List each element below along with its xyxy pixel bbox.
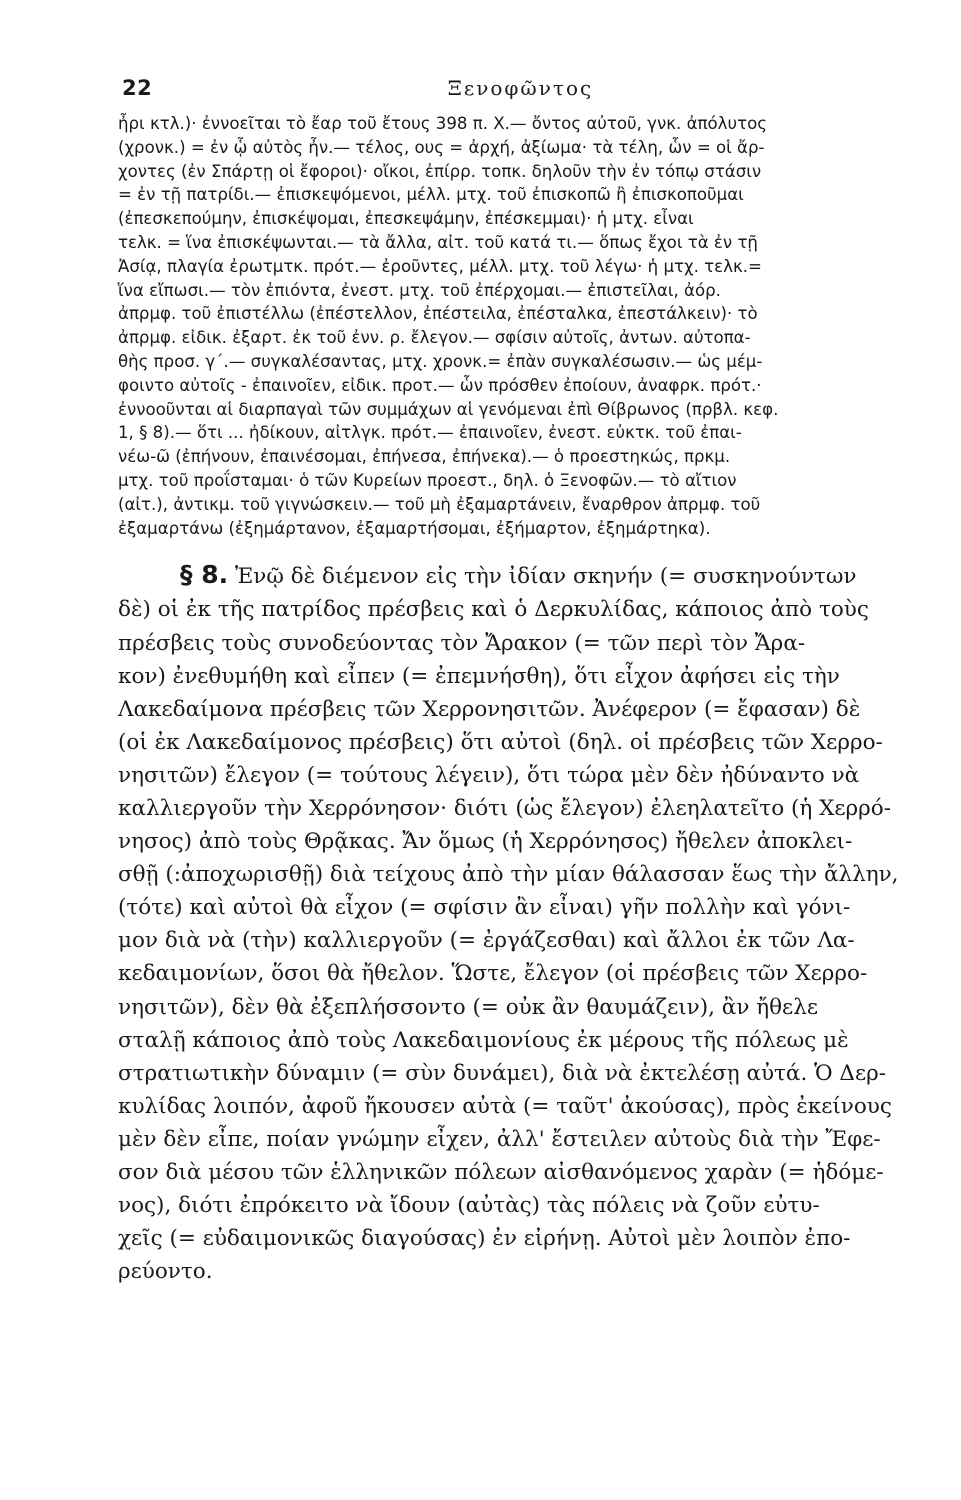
note-line: φοιντο αὐτοῖς - ἐπαινοῖεν, εἰδικ. προτ.— ὧν πρόσθεν ἐποίουν, ἀναφρκ. πρότ.· (118, 375, 762, 395)
section-8-paraphrase (118, 558, 923, 1288)
note-line: 1, § 8).— ὅτι ... ἠδίκουν, αἰτλγκ. πρότ.— ἐπαινοῖεν, ἐνεστ. εὐκτκ. τοῦ ἐπαι- (118, 423, 742, 443)
note-line: ἀπρμφ. εἰδικ. ἐξαρτ. ἐκ τοῦ ἐνν. ρ. ἔλεγον.— σφίσιν αὐτοῖς, ἀντων. αὐτοπα- (118, 328, 751, 348)
section-line: κεδαιμονίων, ὅσοι θὰ ἤθελον. Ὥστε, ἔλεγον (οἱ πρέσβεις τῶν Χερρο- (118, 961, 868, 987)
section-line: δὲ) οἱ ἐκ τῆς πατρίδος πρέσβεις καὶ ὁ Δερκυλίδας, κάποιος ἀπὸ τοὺς (118, 597, 869, 623)
note-line: Ἀσίᾳ, πλαγία ἐρωτμτκ. πρότ.— ἐροῦντες, μέλλ. μτχ. τοῦ λέγω· ἡ μτχ. τελκ.= (118, 256, 762, 276)
note-line: χοντες (ἐν Σπάρτῃ οἱ ἔφοροι)· οἴκοι, ἐπίρρ. τοπκ. δηλοῦν τὴν ἐν τόπῳ στάσιν (118, 161, 762, 181)
note-line: (αἰτ.), ἀντικμ. τοῦ γιγνώσκειν.— τοῦ μὴ ἐξαμαρτάνειν, ἔναρθρον ἀπρμφ. τοῦ (118, 494, 761, 514)
note-line: νέω-ῶ (ἐπήνουν, ἐπαινέσομαι, ἐπήνεσα, ἐπήνεκα).— ὁ προεστηκώς, πρκμ. (118, 447, 731, 467)
note-line: θὴς προσ. γ΄.— συγκαλέσαντας, μτχ. χρονκ.= ἐπὰν συγκαλέσωσιν.— ὡς μέμ- (118, 351, 763, 371)
section-line: χεῖς (= εὐδαιμονικῶς διαγούσας) ἐν εἰρήνῃ. Αὐτοὶ μὲν λοιπὸν ἐπο- (118, 1226, 851, 1252)
section-line: (οἱ ἐκ Λακεδαίμονος πρέσβεις) ὅτι αὐτοὶ (δηλ. οἱ πρέσβεις τῶν Χερρο- (118, 729, 883, 755)
page-number: 22 (122, 76, 153, 100)
section-line: μον διὰ νὰ (τὴν) καλλιεργοῦν (= ἐργάζεσθαι) καὶ ἄλλοι ἐκ τῶν Λα- (118, 928, 855, 954)
commentary-notes (118, 112, 923, 540)
section-line: νησος) ἀπὸ τοὺς Θρᾷκας. Ἄν ὅμως (ἡ Χερρόνησος) ἤθελεν ἀποκλει- (118, 829, 853, 855)
note-line: ἐννοοῦνται αἱ διαρπαγαὶ τῶν συμμάχων αἱ γενόμεναι ἐπὶ Θίβρωνος (πρβλ. κεφ. (118, 399, 779, 419)
section-line: καλλιεργοῦν τὴν Χερρόνησον· διότι (ὡς ἔλεγον) ἐλεηλατεῖτο (ἡ Χερρό- (118, 796, 892, 821)
section-line: σταλῇ κάποιος ἀπὸ τοὺς Λακεδαιμονίους ἐκ μέρους τῆς πόλεως μὲ (118, 1027, 849, 1053)
note-line: ἐξαμαρτάνω (ἐξημάρτανον, ἐξαμαρτήσομαι, ἐξήμαρτον, ἐξημάρτηκα). (118, 518, 711, 538)
note-line: = ἐν τῇ πατρίδι.— ἐπισκεψόμενοι, μέλλ. μτχ. τοῦ ἐπισκοπῶ ἢ ἐπισκοποῦμαι (118, 185, 744, 205)
section-line: νησιτῶν), δὲν θὰ ἐξεπλήσσοντο (= οὐκ ἂν θαυμάζειν), ἂν ἤθελε (118, 994, 818, 1020)
note-line: μτχ. τοῦ προΐσταμαι· ὁ τῶν Κυρείων προεστ., δηλ. ὁ Ξενοφῶν.— τὸ αἴτιον (118, 470, 737, 490)
section-line: νησιτῶν) ἔλεγον (= τούτους λέγειν), ὅτι τώρα μὲν δὲν ἠδύναντο νὰ (118, 762, 860, 788)
note-line: τελκ. = ἵνα ἐπισκέψωνται.— τὰ ἄλλα, αἰτ. τοῦ κατά τι.— ὅπως ἔχοι τὰ ἐν τῇ (118, 232, 758, 252)
section-line: Λακεδαίμονα πρέσβεις τῶν Χερρονησιτῶν. Ἀνέφερον (= ἔφασαν) δὲ (118, 696, 861, 722)
running-head (118, 70, 923, 106)
section-line: στρατιωτικὴν δύναμιν (= σὺν δυνάμει), διὰ νὰ ἐκτελέσῃ αὐτά. Ὁ Δερ- (118, 1060, 886, 1086)
note-line: (ἐπεσκεπούμην, ἐπισκέψομαι, ἐπεσκεψάμην, ἐπέσκεμμαι)· ἡ μτχ. εἶναι (118, 209, 694, 229)
section-line: κον) ἐνεθυμήθη καὶ εἶπεν (= ἐπεμνήσθη), ὅτι εἶχον ἀφήσει εἰς τὴν (118, 663, 840, 689)
section-line-text: Ἐνῷ δὲ διέμενον εἰς τὴν ἰδίαν σκηνήν (= συσκηνούντων (234, 564, 857, 590)
note-line: (χρονκ.) = ἐν ᾧ αὐτὸς ἦν.— τέλος, ους = ἀρχή, ἀξίωμα· τὰ τέλη, ὧν = οἱ ἄρ- (118, 137, 765, 157)
section-line: μὲν δὲν εἶπε, ποίαν γνώμην εἶχεν, ἀλλ' ἔστειλεν αὐτοὺς διὰ τὴν Ἔφε- (118, 1126, 881, 1152)
section-line: πρέσβεις τοὺς συνοδεύοντας τὸν Ἄρακον (= τῶν περὶ τὸν Ἄρα- (118, 630, 806, 656)
note-line: ἀπρμφ. τοῦ ἐπιστέλλω (ἐπέστελλον, ἐπέστειλα, ἐπέσταλκα, ἐπεστάλκειν)· τὸ (118, 304, 758, 324)
note-line: ἵνα εἴπωσι.— τὸν ἐπιόντα, ἐνεστ. μτχ. τοῦ ἐπέρχομαι.— ἐπιστεῖλαι, ἀόρ. (118, 280, 721, 300)
book-page (118, 70, 923, 1288)
section-line: σθῇ (:ἀποχωρισθῇ) διὰ τείχους ἀπὸ τὴν μίαν θάλασσαν ἕως τὴν ἄλλην, (118, 862, 899, 888)
section-mark: § 8. (180, 560, 229, 590)
note-line: ἦρι κτλ.)· ἐννοεῖται τὸ ἔαρ τοῦ ἔτους 398 π. Χ.— ὄντος αὐτοῦ, γνκ. ἀπόλυτος (118, 114, 767, 133)
section-line: ρεύοντο. (118, 1259, 213, 1285)
section-line (118, 558, 923, 593)
section-line: νος), διότι ἐπρόκειτο νὰ ἴδουν (αὐτὰς) τὰς πόλεις νὰ ζοῦν εὐτυ- (118, 1193, 820, 1219)
section-line: κυλίδας λοιπόν, ἀφοῦ ἤκουσεν αὐτὰ (= ταῦτ' ἀκούσας), πρὸς ἐκείνους (118, 1093, 892, 1119)
section-line: (τότε) καὶ αὐτοὶ θὰ εἶχον (= σφίσιν ἂν εἶναι) γῆν πολλὴν καὶ γόνι- (118, 895, 851, 921)
running-title: Ξενοφῶντος (447, 76, 594, 100)
section-line: σον διὰ μέσου τῶν ἑλληνικῶν πόλεων αἰσθανόμενος χαρὰν (= ἡδόμε- (118, 1160, 884, 1186)
